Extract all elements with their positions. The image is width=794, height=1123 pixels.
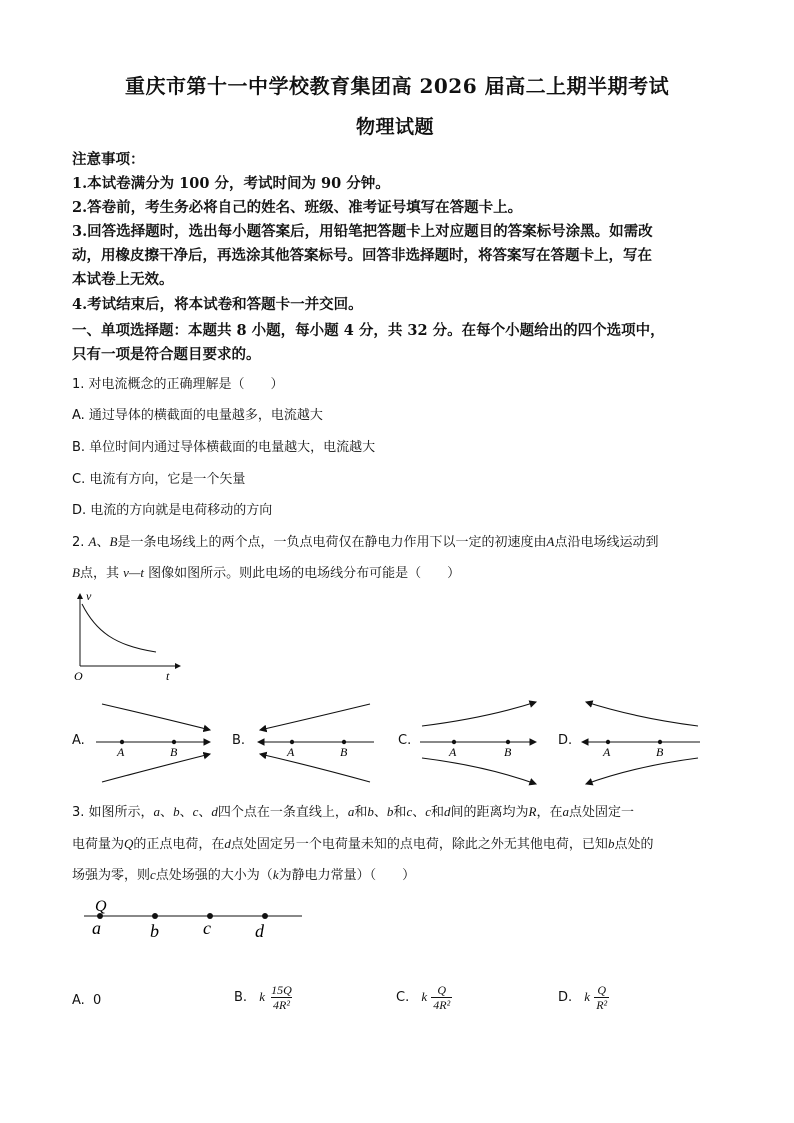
var-b: b [173, 804, 180, 819]
q3-text: 间的距离均为 [450, 805, 529, 820]
notice-line-3a: 3.回答选择题时，选出每小题答案后，用铅笔把答题卡上对应题目的答案标号涂黑。如需改 [72, 223, 653, 240]
q3-option-a-value: 0 [92, 993, 102, 1008]
var-a: a [562, 804, 570, 819]
figure-c-label: c [203, 918, 211, 938]
q2-option-c-label: C. [398, 733, 412, 748]
q3-text: 3. 如图所示， [72, 805, 154, 820]
notice-line-4: 4.考试结束后，将本试卷和答题卡一并交回。 [72, 296, 363, 313]
q3-option-d [558, 984, 609, 1011]
var-k: k [272, 867, 279, 882]
diagram-c-point-a: A [449, 745, 457, 759]
vt-origin-label: O [74, 669, 83, 683]
var-b: b [386, 804, 394, 819]
var-d: d [224, 836, 231, 851]
q3-option-c [396, 984, 452, 1011]
vt-t-label: t [166, 669, 170, 683]
notice-heading: 注意事项： [72, 151, 145, 168]
q1-option-a: A. 通过导体的横截面的电量越多，电流越大 [72, 408, 323, 423]
var-c: c [150, 867, 156, 882]
q3-stem-line-3 [72, 864, 415, 883]
q3-option-d-denominator: R² [596, 998, 608, 1012]
figure-b-label: b [150, 921, 159, 941]
var-d: d [211, 804, 218, 819]
q3-option-a [72, 993, 101, 1008]
vt-graph [66, 588, 186, 684]
q3-option-d-fraction [594, 984, 609, 1011]
q2-stem-text-3: 点，其 [79, 566, 124, 581]
q3-text: 点处固定另一个电荷量未知的点电荷，除此之外无其他电荷，已知 [230, 837, 608, 852]
var-d: d [444, 804, 451, 819]
var-r: R [528, 804, 537, 819]
q3-option-b-fraction [269, 984, 294, 1011]
diagram-a-point-a: A [117, 745, 125, 759]
var-a: a [153, 804, 161, 819]
section-heading-1a: 一、单项选择题：本题共 8 小题，每小题 4 分，共 32 分。在每个小题给出的四个选项中， [72, 322, 665, 339]
point-b-label: B [109, 534, 118, 549]
point-d-dot [262, 913, 268, 919]
q2-number: 2. [72, 535, 89, 550]
q3-text: 电荷量为 [72, 837, 125, 852]
var-b: b [367, 804, 374, 819]
vt-curve [82, 604, 156, 652]
q3-option-c-letter: C. [396, 990, 410, 1005]
q3-text: 为静电力常量）（ ） [278, 868, 416, 883]
q2-stem-line-2 [72, 562, 460, 581]
figure-q-label: Q [95, 898, 107, 915]
q3-option-b-denominator: 4R² [272, 998, 290, 1012]
q2-stem-line-1 [72, 531, 658, 550]
q3-text: 点处场强的大小为（ [155, 868, 273, 883]
q3-option-c-numerator: Q [437, 983, 447, 997]
q3-option-c-denominator: 4R² [433, 998, 451, 1012]
field-diagram-a [92, 696, 222, 792]
q3-option-d-letter: D. [558, 990, 573, 1005]
var-c: c [425, 804, 432, 819]
figure-d-label: d [255, 921, 264, 941]
diagram-d-point-a: A [603, 745, 611, 759]
diagram-c-point-b: B [504, 745, 512, 759]
q2-stem-text-4: 图像如图所示。则此电场的电场线分布可能是（ ） [144, 566, 461, 581]
q3-text: 场强为零，则 [72, 868, 151, 883]
var-c: c [406, 804, 413, 819]
q2-option-d-label: D. [558, 733, 573, 748]
var-q: Q [124, 836, 134, 851]
var-b: b [607, 836, 615, 851]
q3-text: 、 [198, 805, 212, 820]
q3-stem-line-2 [72, 833, 653, 852]
diagram-b-point-a: A [287, 745, 295, 759]
figure-a-label: a [92, 918, 101, 938]
notice-line-3c: 本试卷上无效。 [72, 271, 174, 288]
q1-stem: 1. 对电流概念的正确理解是（ ） [72, 377, 284, 392]
q3-text: 和 [354, 805, 368, 820]
diagram-d-point-b: B [656, 745, 664, 759]
q1-option-c: C. 电流有方向，它是一个矢量 [72, 472, 246, 487]
q2-stem-text-2: 点沿电场线运动到 [554, 535, 659, 550]
field-diagram-d [576, 696, 706, 792]
diagram-b-point-b: B [340, 745, 348, 759]
q3-option-d-numerator: Q [597, 983, 607, 997]
q3-text: 和 [393, 805, 407, 820]
q3-text: 点处的 [614, 837, 654, 852]
q3-text: 点处固定一 [569, 805, 635, 820]
q2-stem-text-1: 是一条电场线上的两个点，一负点电荷仅在静电力作用下以一定的初速度由 [117, 535, 547, 550]
q2-option-a-label: A. [72, 733, 85, 748]
q3-option-b [234, 984, 294, 1011]
point-a-label: A [546, 534, 555, 549]
field-diagram-c [416, 696, 546, 792]
point-b-dot [152, 913, 158, 919]
exam-title: 重庆市第十一中学校教育集团高 2026 届高二上期半期考试 [125, 74, 670, 98]
q3-option-b-numerator: 15Q [271, 983, 292, 997]
var-c: c [192, 804, 199, 819]
notice-line-1: 1.本试卷满分为 100 分，考试时间为 90 分钟。 [72, 175, 390, 192]
q2-option-b-label: B. [232, 733, 246, 748]
field-diagram-b [252, 696, 382, 792]
q3-stem-line-1 [72, 801, 634, 820]
q3-text: 和 [431, 805, 445, 820]
diagram-a-point-b: B [170, 745, 178, 759]
q3-text: 、 [373, 805, 387, 820]
section-heading-1b: 只有一项是符合题目要求的。 [72, 346, 261, 363]
var-a: a [347, 804, 355, 819]
q3-option-a-letter: A. [72, 993, 85, 1008]
q3-text: ，在 [536, 805, 563, 820]
q1-option-d: D. 电流的方向就是电荷移动的方向 [72, 503, 273, 518]
q3-text: 、 [412, 805, 426, 820]
vt-v-label: v [86, 589, 92, 603]
q1-option-b: B. 单位时间内通过导体横截面的电量越大，电流越大 [72, 440, 376, 455]
exam-subtitle: 物理试题 [356, 116, 435, 138]
q2-separator: 、 [96, 535, 110, 550]
charge-line-figure [80, 890, 310, 950]
point-b-label: B [72, 565, 80, 580]
notice-line-3b: 动，用橡皮擦干净后，再选涂其他答案标号。回答非选择题时，将答案写在答题卡上，写在 [72, 247, 652, 264]
q3-text: 、 [160, 805, 174, 820]
q3-option-b-k: k [259, 989, 265, 1004]
notice-line-2: 2.答卷前，考生务必将自己的姓名、班级、准考证号填写在答题卡上。 [72, 199, 523, 216]
q3-option-d-k: k [584, 989, 591, 1004]
q3-option-c-fraction [431, 984, 452, 1011]
q3-text: 、 [179, 805, 193, 820]
q3-option-b-letter: B. [234, 990, 248, 1005]
point-a-label: A [88, 534, 97, 549]
vt-label: v—t [123, 565, 145, 580]
q3-text: 的正点电荷，在 [133, 837, 225, 852]
q3-option-c-k: k [421, 989, 428, 1004]
q3-text: 四个点在一条直线上， [217, 805, 348, 820]
